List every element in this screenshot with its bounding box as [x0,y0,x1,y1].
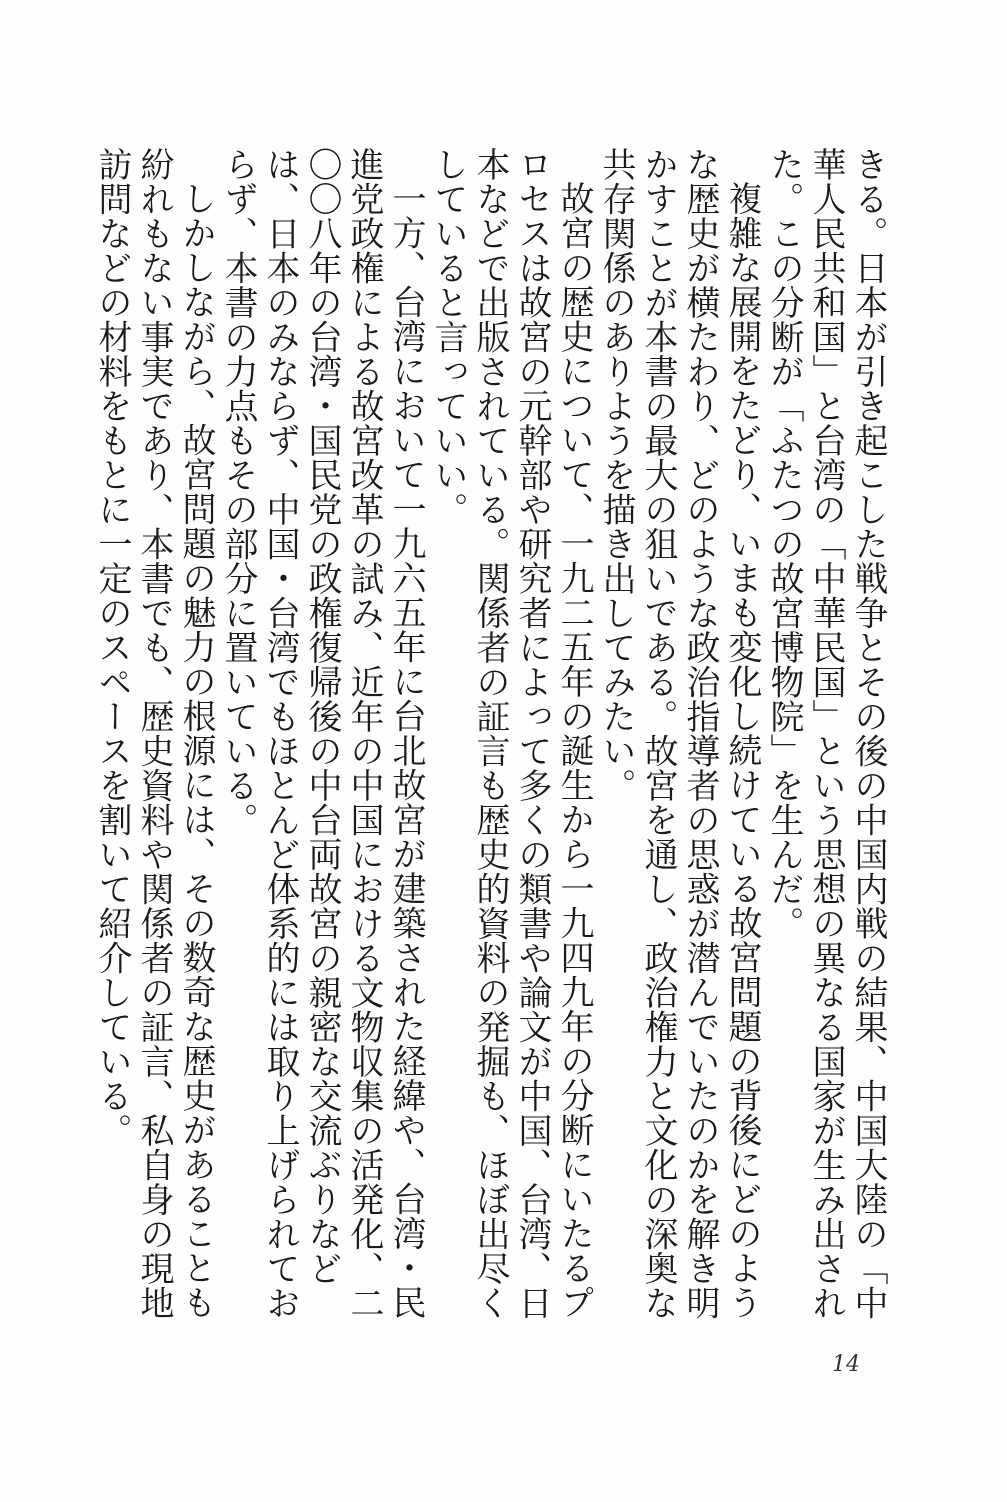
paragraph-4: 一方、台湾において一九六五年に台北故宮が建築された経緯や、台湾・民進党政権による故宮改革の試み、近年の中国における文物収集の活発化、二〇〇八年の台湾・国民党の政権復帰後の中台両故宮の親密な交流ぶりなどは、日本のみならず、中国・台湾でもほとんど体系的には取り上げられておらず、本書の力点もその部分に置いている。 [218,147,426,1320]
paragraph-3: 故宮の歴史について、一九二五年の誕生から一九四九年の分断にいたるプロセスは故宮の元幹部や研究者によって多くの類書や論文が中国、台湾、日本などで出版されている。関係者の証言も歴史的資料の発掘も、ほぼ出尽くしていると言っていい。 [428,147,594,1320]
paragraph-1: きる。日本が引き起こした戦争とその後の中国内戦の結果、中国大陸の「中華人民共和国」と台湾の「中華民国」という思想の異なる国家が生み出された。この分断が「ふたつの故宮博物院」を生んだ。 [764,147,888,1320]
paragraph-5: しかしながら、故宮問題の魅力の根源には、その数奇な歴史があることも紛れもない事実であり、本書でも、歴史資料や関係者の証言、私自身の現地訪問などの材料をもとに一定のスペースを割いて紹介している。 [92,147,216,1320]
body-text [92,147,889,1347]
paragraph-2: 複雑な展開をたどり、いまも変化し続けている故宮問題の背後にどのような歴史が横たわり、どのような政治指導者の思惑が潜んでいたのかを解き明かすことが本書の最大の狙いである。故宮を通し、政治権力と文化の深奥な共存関係のありようを描き出してみたい。 [596,147,762,1320]
page-number: 14 [832,1352,860,1377]
